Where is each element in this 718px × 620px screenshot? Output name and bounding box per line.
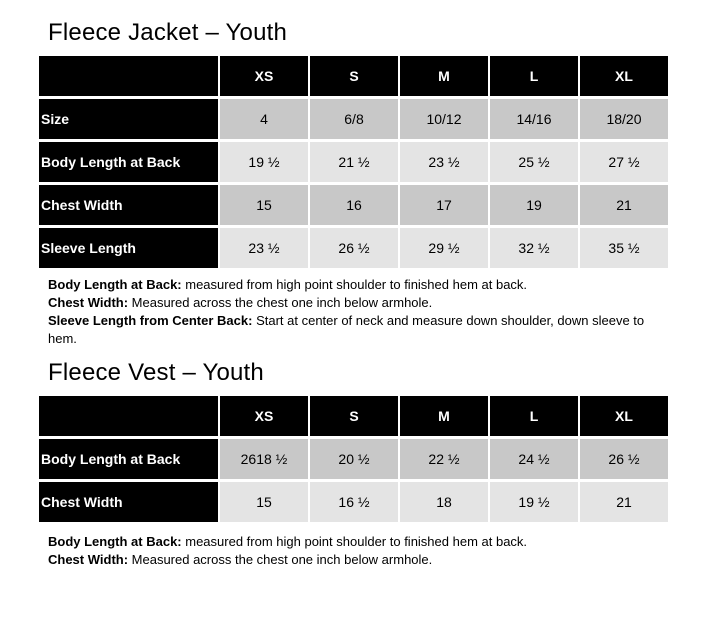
table-cell: 21 — [580, 482, 668, 522]
header-size-s: S — [310, 56, 398, 96]
header-size-xs: XS — [220, 396, 308, 436]
table-row — [39, 142, 668, 182]
note-line — [48, 551, 648, 569]
row-label: Body Length at Back — [39, 439, 218, 479]
table-row — [39, 228, 668, 268]
note-text: Start at center of neck and measure down shoulder, down sleeve to hem. — [48, 313, 645, 346]
note-text: Measured across the chest one inch below armhole. — [128, 295, 433, 310]
table-cell: 16 ½ — [310, 482, 398, 522]
table-cell: 17 — [400, 185, 488, 225]
note-term: Body Length at Back: — [48, 534, 182, 549]
table-cell: 19 — [490, 185, 578, 225]
table-cell: 19 ½ — [220, 142, 308, 182]
note-text: measured from high point shoulder to finished hem at back. — [181, 534, 528, 549]
table-cell: 15 — [220, 185, 308, 225]
table-cell: 23 ½ — [400, 142, 488, 182]
table-row — [39, 99, 668, 139]
table-cell: 18 — [400, 482, 488, 522]
header-size-l: L — [490, 396, 578, 436]
row-label: Sleeve Length — [39, 228, 218, 268]
table-cell: 16 — [310, 185, 398, 225]
table-cell: 26 ½ — [580, 439, 668, 479]
jacket-size-table — [37, 53, 670, 271]
header-size-xl: XL — [580, 56, 668, 96]
table-header-row — [39, 56, 668, 96]
table-cell: 35 ½ — [580, 228, 668, 268]
table-cell: 32 ½ — [490, 228, 578, 268]
jacket-title: Fleece Jacket – Youth — [48, 19, 288, 46]
note-line — [48, 294, 648, 312]
vest-title: Fleece Vest – Youth — [48, 359, 264, 386]
table-cell: 27 ½ — [580, 142, 668, 182]
table-cell: 14/16 — [490, 99, 578, 139]
table-row — [39, 185, 668, 225]
header-size-l: L — [490, 56, 578, 96]
table-cell: 19 ½ — [490, 482, 578, 522]
table-row — [39, 439, 668, 479]
header-corner-cell — [39, 56, 218, 96]
table-cell: 22 ½ — [400, 439, 488, 479]
table-cell: 21 ½ — [310, 142, 398, 182]
table-cell: 20 ½ — [310, 439, 398, 479]
table-cell: 24 ½ — [490, 439, 578, 479]
row-label: Body Length at Back — [39, 142, 218, 182]
note-term: Body Length at Back: — [48, 277, 182, 292]
header-size-m: M — [400, 56, 488, 96]
table-header-row — [39, 396, 668, 436]
header-size-xl: XL — [580, 396, 668, 436]
table-cell: 21 — [580, 185, 668, 225]
note-text: Measured across the chest one inch below armhole. — [128, 552, 433, 567]
table-cell: 29 ½ — [400, 228, 488, 268]
table-cell: 15 — [220, 482, 308, 522]
note-line — [48, 533, 648, 551]
header-size-s: S — [310, 396, 398, 436]
table-cell: 18/20 — [580, 99, 668, 139]
row-label: Chest Width — [39, 482, 218, 522]
note-term: Chest Width: — [48, 295, 129, 310]
table-cell: 23 ½ — [220, 228, 308, 268]
table-cell: 4 — [220, 99, 308, 139]
row-label: Size — [39, 99, 218, 139]
table-cell: 26 ½ — [310, 228, 398, 268]
header-corner-cell — [39, 396, 218, 436]
note-line — [48, 276, 648, 294]
jacket-measurement-notes — [48, 276, 648, 348]
table-cell: 6/8 — [310, 99, 398, 139]
note-term: Chest Width: — [48, 552, 129, 567]
table-cell: 25 ½ — [490, 142, 578, 182]
table-cell: 10/12 — [400, 99, 488, 139]
vest-measurement-notes — [48, 533, 648, 569]
header-size-xs: XS — [220, 56, 308, 96]
table-cell: 2618 ½ — [220, 439, 308, 479]
vest-size-table — [37, 393, 670, 525]
row-label: Chest Width — [39, 185, 218, 225]
note-line — [48, 312, 648, 348]
table-row — [39, 482, 668, 522]
note-term: Sleeve Length from Center Back: — [48, 313, 253, 328]
note-text: measured from high point shoulder to finished hem at back. — [181, 277, 528, 292]
header-size-m: M — [400, 396, 488, 436]
